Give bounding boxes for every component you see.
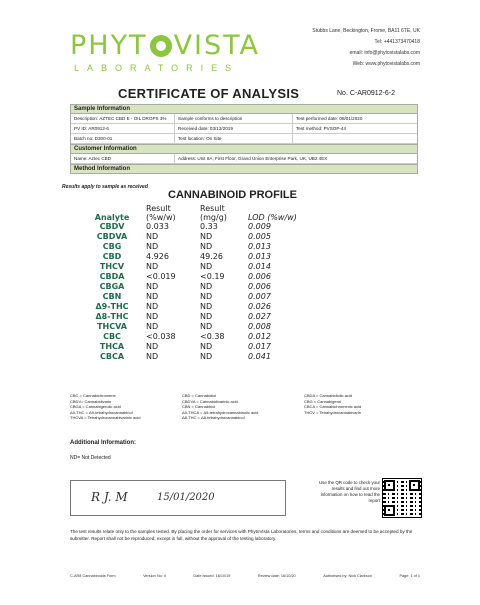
document-title: CERTIFICATE OF ANALYSIS [118, 86, 300, 101]
certificate-number: No. C-AR0912-6-2 [337, 90, 395, 97]
qr-finder-icon [384, 505, 395, 516]
lod-value: 0.006 [248, 272, 271, 281]
table-row [82, 292, 304, 302]
table-row [82, 282, 304, 292]
analyte-name: Δ9-THC [95, 302, 129, 311]
legend-item: CBDA = Cannabidiolic acid [304, 393, 352, 398]
footer-authorised: Authorised by: Nick Clarkson [323, 574, 372, 578]
signature-box [70, 480, 286, 516]
legend-item: Δ8-THC = Δ8-tetrahydrocannabinol [182, 415, 245, 420]
logo-text-left: PHYT [70, 30, 148, 61]
table-row [82, 262, 304, 272]
sample-info-table [70, 104, 418, 174]
analyte-name: CBDVA [96, 232, 128, 241]
footer-version: Version No: 4 [143, 574, 166, 578]
analyte-name: CBDA [99, 272, 125, 281]
result-percent: ND [146, 312, 159, 321]
result-mg: ND [200, 282, 213, 291]
result-mg: ND [200, 242, 213, 251]
contact-web[interactable]: Web: www.phytovistalabs.com [352, 61, 420, 67]
result-mg: <0.38 [200, 332, 225, 341]
table-header-row [82, 204, 304, 222]
analyte-name: CBN [102, 292, 122, 301]
cannabinoid-table [82, 204, 304, 362]
lod-value: 0.009 [248, 222, 271, 231]
result-mg: <0.19 [200, 272, 225, 281]
lod-value: 0.013 [248, 242, 271, 251]
customer-address: Address: Unit 8A, First Floor, Grand Union Enterprise Park, UK, UB2 4EX [178, 155, 328, 161]
analyte-name: CBG [102, 242, 122, 251]
lod-value: 0.012 [248, 332, 271, 341]
table-row [82, 332, 304, 342]
disclaimer: The test results relate only to the samples tested. By placing the order for services with PhytoVista Laboratories, terms and conditions are deemed to be accepted by the submitter. Report shall not be reproduced, except in full, without the approval of the testing laboratory. [70, 529, 413, 541]
qr-code-icon[interactable] [382, 478, 422, 518]
result-percent: ND [146, 262, 159, 271]
legend-item: THCVA = Tetrahydrocannabivarinic acid [70, 415, 141, 420]
analyte-name: CBD [102, 252, 122, 261]
customer-name: Name: Aztec CBD [71, 154, 175, 163]
header-result-mg: Result (mg/g) [200, 204, 227, 222]
legend-item: CBCA = Cannabichromenic acid [304, 404, 362, 409]
received-date: Received date: 03/12/2019 [175, 124, 293, 133]
result-percent: ND [146, 292, 159, 301]
result-percent: ND [146, 232, 159, 241]
results-note: Results apply to sample as received [62, 184, 148, 190]
test-location: Test location: On Site [175, 134, 293, 143]
customer-info-header: Customer Information [71, 144, 417, 154]
sample-conformance: Sample conforms to description [175, 114, 293, 123]
contact-email[interactable]: email: info@phytovistalabs.com [349, 50, 420, 56]
legend-item: Δ9-THCA = Δ9-tetrahydrocannabinolic acid [182, 409, 259, 415]
contact-block [312, 26, 420, 70]
header-lod: LOD (%w/w) [248, 213, 297, 222]
company-logo [70, 30, 275, 73]
pv-id: PV ID: AR0912-6 [71, 124, 175, 133]
legend-item: CBC = Cannabichromene [70, 393, 116, 398]
table-row [82, 302, 304, 312]
result-percent: ND [146, 242, 159, 251]
footer [70, 574, 420, 578]
table-row [82, 242, 304, 252]
legend-item: CBDVA = Cannabidivarinic acid [182, 398, 238, 404]
analyte-name: CBCA [99, 352, 125, 361]
analyte-name: CBDV [99, 222, 125, 231]
sample-description: Description: AZTEC CBD E - OIL DROPS 3% [71, 114, 175, 123]
analyte-name: THCV [99, 262, 125, 271]
profile-title: CANNABINOID PROFILE [168, 189, 297, 201]
header-analyte: Analyte [94, 213, 130, 222]
lod-value: 0.008 [248, 322, 271, 331]
result-percent: 0.033 [146, 222, 169, 231]
table-row [82, 352, 304, 362]
nd-note: ND= Not Detected [70, 455, 111, 461]
legend-column-2 [182, 393, 304, 421]
lod-value: 0.027 [248, 312, 271, 321]
lod-value: 0.041 [248, 352, 271, 361]
table-row [71, 154, 417, 164]
result-mg: 0.33 [200, 222, 218, 231]
additional-info-heading: Additional Information: [70, 440, 136, 446]
logo-emblem-icon [150, 35, 172, 57]
batch-no: Batch no: D300-01 [71, 134, 175, 143]
table-row [82, 232, 304, 242]
lod-value: 0.026 [248, 302, 271, 311]
result-percent: ND [146, 352, 159, 361]
sample-info-header: Sample Information [71, 105, 417, 114]
contact-address: Stubbs Lane, Beckington, Frome, BA11 6TE, UK [312, 28, 420, 34]
logo-wordmark [70, 30, 275, 61]
lod-value: 0.013 [248, 252, 271, 261]
footer-page: Page: 1 of 1 [399, 574, 420, 578]
table-row [82, 272, 304, 282]
analyte-name: CBC [103, 332, 121, 341]
table-row [82, 222, 304, 232]
table-row [82, 312, 304, 322]
footer-form: C-AR8 Cannabinoids Form [70, 574, 116, 578]
lod-value: 0.017 [248, 342, 271, 351]
analyte-name: CBGA [99, 282, 125, 291]
result-percent: 4.926 [146, 252, 169, 261]
result-mg: ND [200, 292, 213, 301]
result-percent: <0.019 [146, 272, 176, 281]
test-performed-date: Test performed date: 08/01/2020 [296, 115, 363, 121]
analyte-name: THCVA [97, 322, 127, 331]
result-percent: ND [146, 302, 159, 311]
legend-item: CBGA = Cannabigerolic acid [70, 404, 121, 409]
result-mg: ND [200, 302, 213, 311]
table-row [71, 134, 417, 144]
result-mg: 49.26 [200, 252, 223, 261]
legend-item: CBDV= Cannabidivarin [70, 398, 112, 404]
signature-date: 15/01/2020 [157, 492, 215, 503]
header-result-percent: Result (%w/w) [146, 204, 176, 222]
abbreviation-legend [70, 393, 430, 421]
legend-item: CBN = Cannabinol [182, 404, 216, 409]
legend-item: THCV = Tetrahydrocannabivarin [304, 409, 361, 415]
qr-finder-icon [409, 480, 420, 491]
result-mg: ND [200, 352, 213, 361]
logo-text-right: VISTA [173, 30, 261, 61]
logo-subtitle: LABORATORIES [74, 63, 240, 73]
legend-column-3 [304, 393, 426, 421]
table-row [82, 322, 304, 332]
qr-finder-icon [384, 480, 395, 491]
result-mg: ND [200, 312, 213, 321]
lod-value: 0.005 [248, 232, 271, 241]
footer-issued: Date issued: 16/10/19 [193, 574, 231, 578]
lod-value: 0.007 [248, 292, 271, 301]
lod-value: 0.014 [248, 262, 271, 271]
result-mg: ND [200, 322, 213, 331]
result-percent: <0.038 [146, 332, 176, 341]
signature: R J. M [91, 490, 128, 504]
lod-value: 0.006 [248, 282, 271, 291]
analyte-name: Δ8-THC [95, 312, 129, 321]
footer-review: Review date: 16/10/20 [257, 574, 296, 578]
result-mg: ND [200, 232, 213, 241]
result-percent: ND [146, 322, 159, 331]
result-mg: ND [200, 262, 213, 271]
legend-item: CBG = Cannabigerol [304, 398, 342, 404]
table-row [71, 114, 417, 124]
test-method: Test method: PVSOP-44 [296, 125, 347, 131]
qr-instructions: Use the QR code to check your results and find out more information on how to read the report [318, 480, 380, 503]
table-row [82, 252, 304, 262]
cannabinoid-rows [82, 222, 304, 362]
method-info-header: Method Information [71, 164, 417, 173]
table-row [82, 342, 304, 352]
result-percent: ND [146, 282, 159, 291]
contact-tel: Tel: +441373470418 [374, 39, 420, 45]
table-row [71, 124, 417, 134]
legend-item: CBD = Cannabidiol [182, 393, 217, 398]
result-percent: ND [146, 342, 159, 351]
empty-cell [293, 134, 417, 143]
analyte-name: THCA [99, 342, 125, 351]
result-mg: ND [200, 342, 213, 351]
legend-column-1 [70, 393, 182, 421]
legend-item: Δ9-THC = Δ9-tetrahydrocannabinol [70, 409, 133, 415]
